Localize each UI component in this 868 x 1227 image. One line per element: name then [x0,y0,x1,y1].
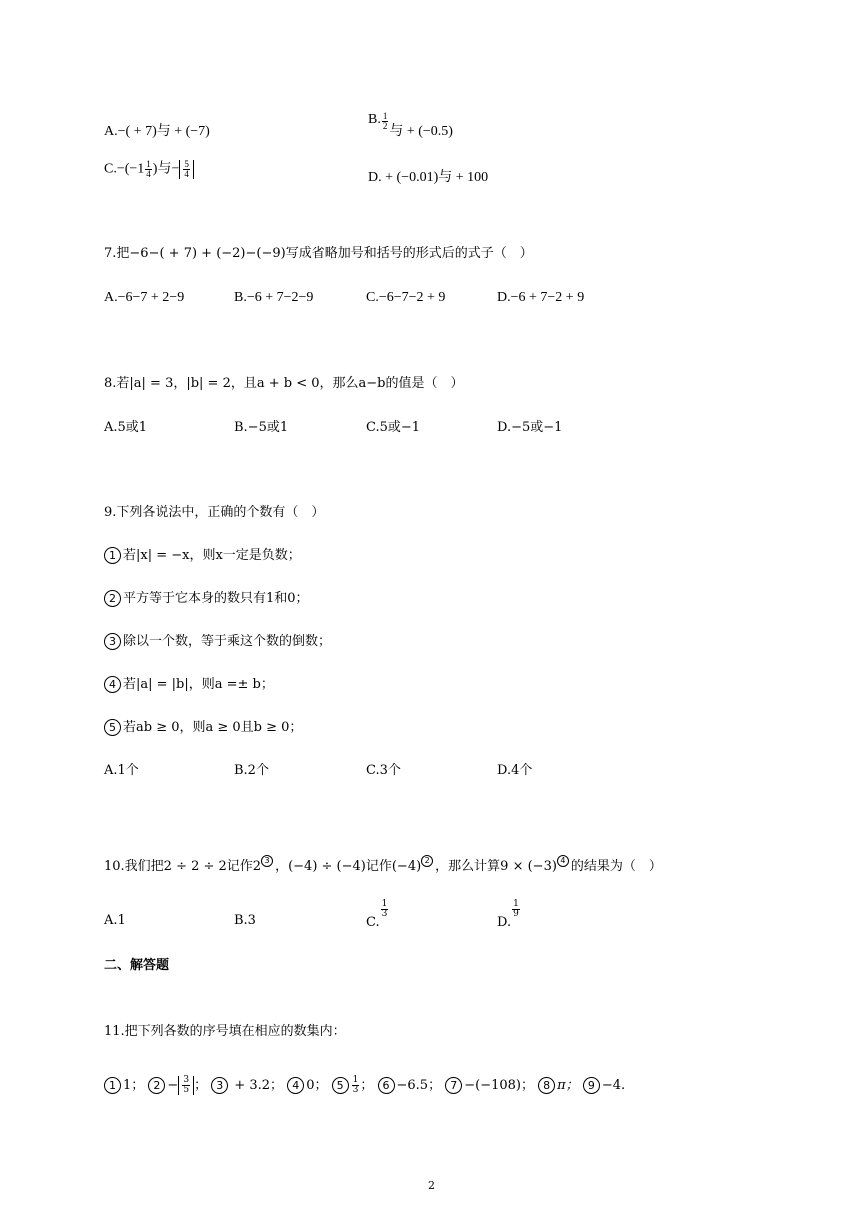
item-text: π； [557,1078,579,1093]
circled-number-2: 2 [104,590,121,607]
circled-number-1: 1 [104,1077,121,1094]
fraction-numerator: 5 [184,159,189,169]
circled-number-1: 1 [104,547,121,564]
q9-statement-2 [104,590,309,607]
statement-text: 若|x| = −x，则x一定是负数； [123,548,301,563]
fraction-numerator: 1 [513,899,519,909]
fraction-denominator: 9 [513,909,519,919]
circled-exponent-3: 3 [261,855,273,867]
q6-option-c-prefix: C.−(−1 [104,161,145,177]
item-text: ； [194,1078,208,1093]
item-text: + 3.2； [230,1078,284,1093]
fraction-denominator: 5 [183,1085,190,1095]
item-text: −(−108)； [464,1078,534,1093]
q7-option-d: D.−6 + 7−2 + 9 [497,290,585,305]
item-text: 0； [306,1078,328,1093]
item-text: −4. [601,1078,626,1093]
q11-stem: 11.把下列各数的序号填在相应的数集内： [104,1024,346,1039]
item-text: 1； [123,1078,145,1093]
circled-number-2: 2 [148,1077,165,1094]
q10-option-d [497,899,521,930]
statement-text: 若ab ≥ 0，则a ≥ 0且b ≥ 0； [123,720,303,735]
stem-part: ，(−4) ÷ (−4)记作(−4) [275,859,422,874]
circled-exponent-2: 2 [421,855,433,867]
item-text: ； [360,1078,374,1093]
stem-part: 的结果为（ ） [570,859,662,874]
q9-statement-1 [104,547,301,564]
circled-number-3: 3 [104,633,121,650]
q7-stem: 7.把−6−( + 7) + (−2)−(−9)写成省略加号和括号的形式后的式子（ ） [104,246,533,261]
q6-option-b-fraction [382,112,389,131]
option-prefix: C. [366,915,380,930]
q6-option-b [368,111,453,139]
q9-option-c: C.3个 [366,763,401,778]
circled-number-4: 4 [287,1077,304,1094]
fraction-numerator: 3 [183,1075,190,1085]
statement-text: 若|a| = |b|，则a =± b； [123,677,274,692]
option-prefix: D. [497,915,512,930]
q6-option-c-mid: )与− [152,161,180,177]
fraction-denominator: 2 [382,121,388,131]
section-heading: 二、解答题 [104,958,170,973]
page-number: 2 [428,1179,435,1192]
fraction-denominator: 3 [381,909,388,919]
stem-part: 10.我们把2 ÷ 2 ÷ 2记作2 [104,859,262,874]
q7-option-b: B.−6 + 7−2−9 [234,290,314,305]
stem-part: ，那么计算9 × (−3) [435,859,557,874]
circled-number-9: 9 [583,1077,600,1094]
q9-option-d: D.4个 [497,763,533,778]
q6-option-b-prefix: B. [368,112,381,127]
fraction-numerator: 1 [381,899,388,909]
q7-option-a: A.−6−7 + 2−9 [104,290,185,305]
q10-option-a: A.1 [104,913,126,928]
fraction-numerator: 1 [352,1075,359,1085]
q10-stem [104,853,662,875]
fraction-numerator: 1 [146,159,151,169]
q9-statement-4 [104,676,274,693]
q10-option-b: B.3 [234,913,256,928]
q10-option-c [366,899,389,930]
q11-items [104,1074,625,1098]
q9-statement-5 [104,719,302,736]
circled-number-8: 8 [538,1077,555,1094]
circled-number-7: 7 [445,1077,462,1094]
circled-number-3: 3 [211,1077,228,1094]
q8-option-c: C.5或−1 [366,420,421,435]
fraction-denominator: 4 [184,169,189,179]
q7-option-c: C.−6−7−2 + 9 [366,290,446,305]
circled-number-5: 5 [332,1077,349,1094]
q6-option-a: A.−( + 7)与 + (−7) [104,124,210,139]
fraction-denominator: 4 [146,169,151,179]
q9-option-a: A.1个 [104,763,139,778]
circled-number-4: 4 [104,676,121,693]
statement-text: 除以一个数，等于乘这个数的倒数； [123,634,332,649]
q9-option-b: B.2个 [234,763,269,778]
fraction-denominator: 3 [352,1085,359,1095]
q9-statement-3 [104,633,331,650]
circled-exponent-4: 4 [557,855,569,867]
q6-option-c-inner-fraction [145,160,152,179]
item-text: − [167,1078,179,1093]
q6-option-c [104,160,194,179]
circled-number-5: 5 [104,719,121,736]
q6-option-d: D. + (−0.01)与 + 100 [368,170,489,185]
circled-number-6: 6 [378,1077,395,1094]
q8-stem: 8.若|a| = 3，|b| = 2，且a + b < 0，那么a−b的值是（ ） [104,376,464,391]
fraction-numerator: 1 [382,111,388,121]
q6-option-c-absolute [179,160,194,179]
q9-stem: 9.下列各说法中，正确的个数有（ ） [104,505,325,520]
q6-option-b-suffix: 与 + (−0.5) [389,124,453,139]
statement-text: 平方等于它本身的数只有1和0； [123,591,309,606]
q8-option-a: A.5或1 [104,420,148,435]
q8-option-b: B.−5或1 [234,420,289,435]
item-text: −6.5； [396,1078,442,1093]
q8-option-d: D.−5或−1 [497,420,563,435]
